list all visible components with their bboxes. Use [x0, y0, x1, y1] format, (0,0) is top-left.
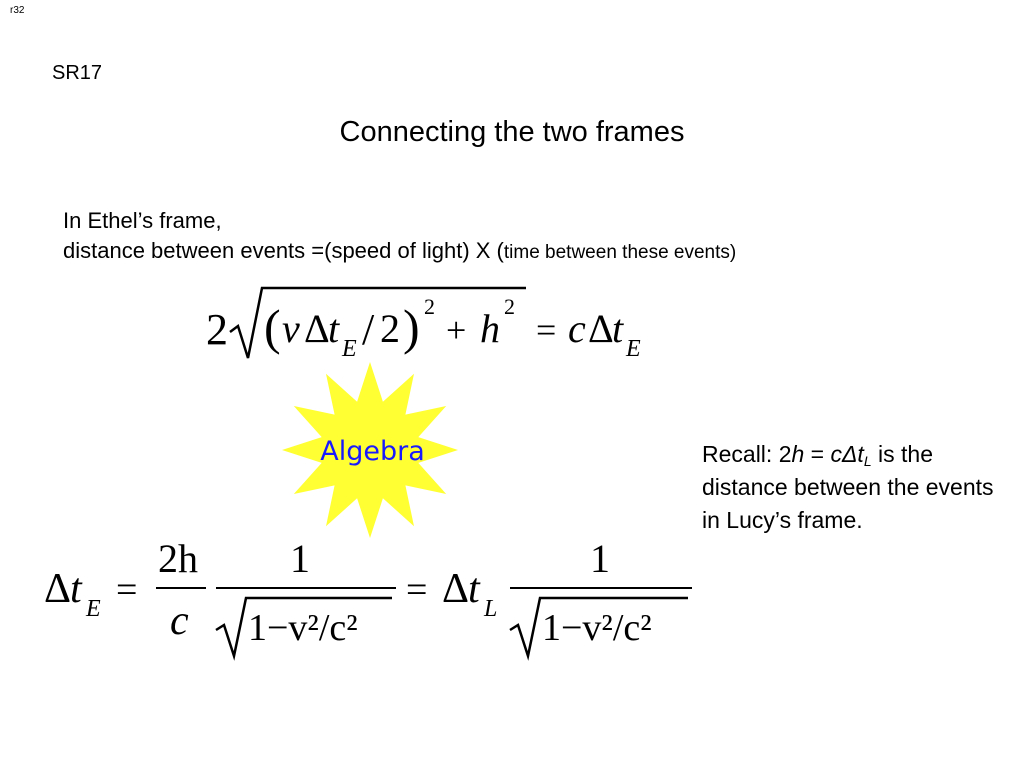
equation-time-dilation [40, 530, 700, 670]
eq1-c: c [568, 306, 586, 351]
intro-line-2-main: distance between events =(speed of light) X ( [63, 238, 504, 263]
recall-eq: = [804, 441, 831, 467]
eq2-equals: = [116, 569, 138, 611]
eq1-left-paren: ( [264, 299, 281, 355]
recall-h: h [791, 441, 805, 467]
eq1-v: v [282, 306, 300, 351]
eq1-equals: = [536, 310, 557, 350]
eq1-sub-e: E [342, 336, 357, 362]
eq2-radicand-a: 1−v²/c² [248, 607, 358, 649]
eq2-denominator-c: c [170, 598, 189, 644]
eq1-h: h [480, 306, 500, 351]
intro-line-2 [63, 236, 736, 268]
recall-note [702, 438, 1002, 537]
eq2-sub-e: E [86, 596, 101, 622]
eq1-slash: / [362, 305, 375, 354]
algebra-callout-label: Algebra [320, 436, 425, 467]
eq2-one-b: 1 [590, 536, 610, 581]
eq2-t-b: t [468, 566, 480, 612]
eq2-t: t [70, 566, 82, 612]
eq2-radicand-b: 1−v²/c² [542, 607, 652, 649]
eq2-equals-2: = [406, 569, 428, 611]
eq1-delta: Δ [304, 306, 330, 351]
eq1-exp-2: 2 [424, 294, 435, 319]
intro-text [63, 206, 736, 268]
eq2-sub-l: L [484, 596, 498, 622]
eq1-plus: + [446, 310, 467, 350]
eq1-exp-2b: 2 [504, 294, 515, 319]
eq2-one-a: 1 [290, 536, 310, 581]
eq1-coefficient: 2 [206, 305, 228, 354]
eq1-two: 2 [380, 306, 400, 351]
eq1-delta-2: Δ [588, 306, 614, 351]
recall-prefix: Recall: 2 [702, 441, 792, 467]
recall-suffix: is the distance between the events in Lucy’s frame. [702, 441, 994, 533]
slide-title: Connecting the two frames [339, 116, 685, 148]
eq1-t: t [328, 306, 340, 351]
eq2-delta-b: Δ [442, 566, 470, 612]
intro-line-2-small: time between these events) [503, 242, 737, 263]
slide-corner-label: r32 [10, 5, 25, 16]
intro-line-1: In Ethel’s frame, [63, 208, 222, 233]
slide-code: SR17 [52, 62, 103, 84]
recall-delta-t: Δt [842, 441, 864, 467]
eq1-right-paren: ) [403, 299, 420, 355]
recall-c: c [830, 441, 842, 467]
eq2-numerator-2h: 2h [158, 536, 198, 581]
eq1-sub-e-2: E [626, 336, 641, 362]
eq1-t-2: t [612, 306, 624, 351]
recall-sub-l: L [863, 453, 872, 469]
eq2-delta: Δ [44, 566, 72, 612]
